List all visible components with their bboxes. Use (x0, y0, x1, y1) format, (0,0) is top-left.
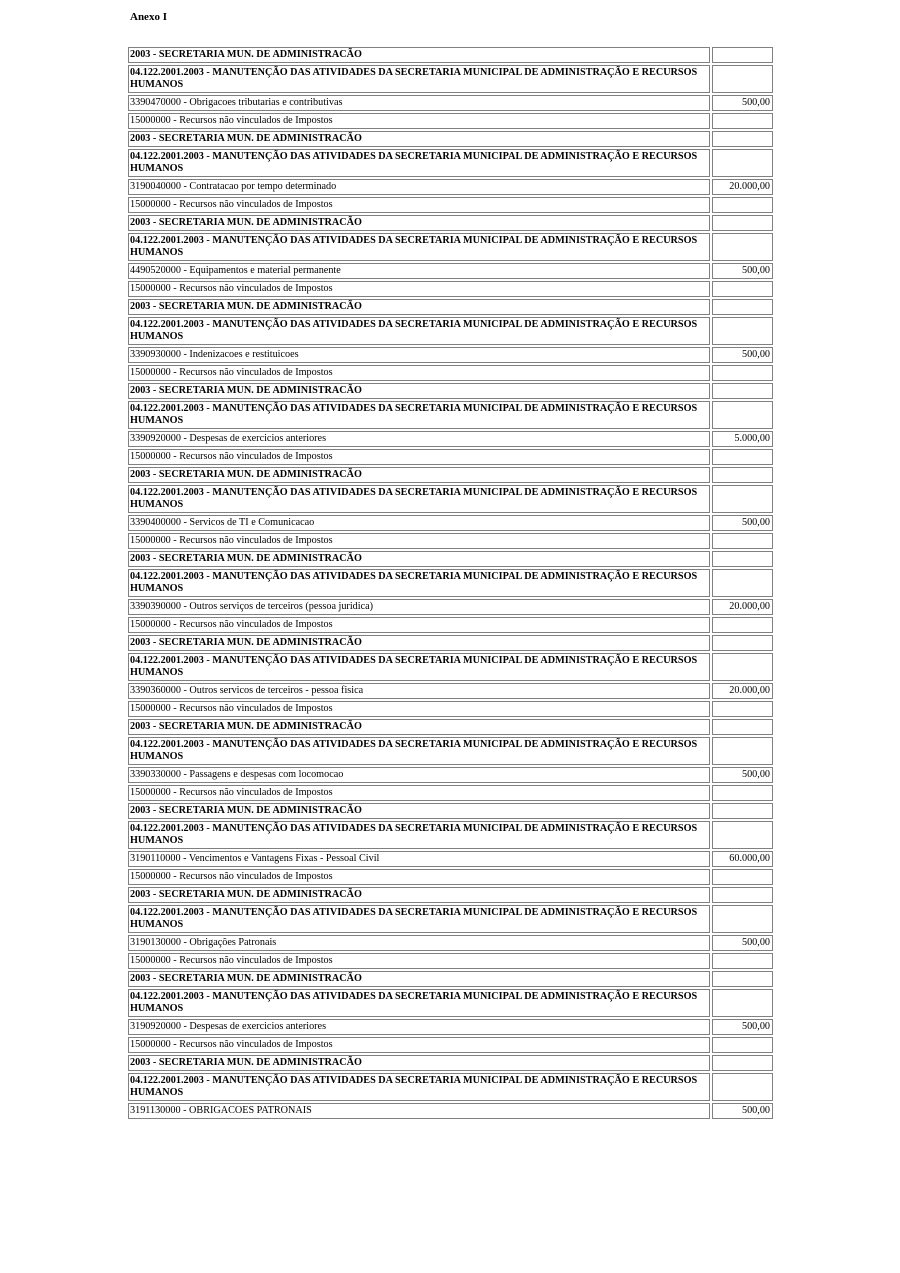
secretaria-row-value (712, 299, 773, 315)
secretaria-row-value (712, 383, 773, 399)
acao-row-value (712, 149, 773, 177)
elemento-row (128, 347, 773, 363)
secretaria-row-value (712, 803, 773, 819)
acao-row-description: 04.122.2001.2003 - MANUTENÇÃO DAS ATIVIDADES DA SECRETARIA MUNICIPAL DE ADMINISTRAÇÃO E RECURSOS HUMANOS (128, 989, 710, 1017)
fonte-row-value (712, 281, 773, 297)
secretaria-row-description: 2003 - SECRETARIA MUN. DE ADMINISTRACÃO (128, 803, 710, 819)
secretaria-row-value (712, 47, 773, 63)
secretaria-row-description: 2003 - SECRETARIA MUN. DE ADMINISTRACÃO (128, 887, 710, 903)
fonte-row-value (712, 617, 773, 633)
fonte-row (128, 113, 773, 129)
secretaria-row-description: 2003 - SECRETARIA MUN. DE ADMINISTRACÃO (128, 467, 710, 483)
elemento-row-description: 3390470000 - Obrigacoes tributarias e contributivas (128, 95, 710, 111)
secretaria-row (128, 131, 773, 147)
secretaria-row-description: 2003 - SECRETARIA MUN. DE ADMINISTRACÃO (128, 551, 710, 567)
elemento-row (128, 767, 773, 783)
secretaria-row (128, 215, 773, 231)
acao-row (128, 1073, 773, 1101)
elemento-row (128, 431, 773, 447)
acao-row-description: 04.122.2001.2003 - MANUTENÇÃO DAS ATIVIDADES DA SECRETARIA MUNICIPAL DE ADMINISTRAÇÃO E RECURSOS HUMANOS (128, 653, 710, 681)
elemento-row-value: 500,00 (712, 515, 773, 531)
elemento-row (128, 515, 773, 531)
fonte-row-description: 15000000 - Recursos não vinculados de Impostos (128, 953, 710, 969)
elemento-row (128, 851, 773, 867)
fonte-row-value (712, 701, 773, 717)
acao-row-value (712, 1073, 773, 1101)
fonte-row-value (712, 113, 773, 129)
acao-row (128, 401, 773, 429)
acao-row (128, 821, 773, 849)
secretaria-row-value (712, 887, 773, 903)
elemento-row-description: 3390390000 - Outros serviços de terceiros (pessoa juridica) (128, 599, 710, 615)
secretaria-row (128, 383, 773, 399)
secretaria-row-description: 2003 - SECRETARIA MUN. DE ADMINISTRACÃO (128, 719, 710, 735)
elemento-row (128, 683, 773, 699)
elemento-row-description: 3390360000 - Outros servicos de terceiros - pessoa fisica (128, 683, 710, 699)
secretaria-row-value (712, 551, 773, 567)
acao-row-description: 04.122.2001.2003 - MANUTENÇÃO DAS ATIVIDADES DA SECRETARIA MUNICIPAL DE ADMINISTRAÇÃO E RECURSOS HUMANOS (128, 149, 710, 177)
elemento-row-description: 3390400000 - Servicos de TI e Comunicacao (128, 515, 710, 531)
fonte-row-description: 15000000 - Recursos não vinculados de Impostos (128, 449, 710, 465)
fonte-row-value (712, 449, 773, 465)
elemento-row-description: 3190130000 - Obrigações Patronais (128, 935, 710, 951)
acao-row-value (712, 653, 773, 681)
fonte-row-description: 15000000 - Recursos não vinculados de Impostos (128, 533, 710, 549)
fonte-row (128, 533, 773, 549)
acao-row-value (712, 569, 773, 597)
fonte-row-value (712, 953, 773, 969)
acao-row-description: 04.122.2001.2003 - MANUTENÇÃO DAS ATIVIDADES DA SECRETARIA MUNICIPAL DE ADMINISTRAÇÃO E RECURSOS HUMANOS (128, 1073, 710, 1101)
acao-row (128, 569, 773, 597)
secretaria-row-value (712, 131, 773, 147)
elemento-row (128, 179, 773, 195)
elemento-row-description: 3190040000 - Contratacao por tempo determinado (128, 179, 710, 195)
secretaria-row (128, 1055, 773, 1071)
acao-row (128, 485, 773, 513)
elemento-row-value: 500,00 (712, 1103, 773, 1119)
secretaria-row-description: 2003 - SECRETARIA MUN. DE ADMINISTRACÃO (128, 131, 710, 147)
acao-row-description: 04.122.2001.2003 - MANUTENÇÃO DAS ATIVIDADES DA SECRETARIA MUNICIPAL DE ADMINISTRAÇÃO E RECURSOS HUMANOS (128, 401, 710, 429)
fonte-row-value (712, 365, 773, 381)
elemento-row-value: 500,00 (712, 263, 773, 279)
acao-row-value (712, 821, 773, 849)
acao-row-value (712, 401, 773, 429)
fonte-row-value (712, 869, 773, 885)
secretaria-row (128, 467, 773, 483)
elemento-row (128, 599, 773, 615)
elemento-row (128, 1019, 773, 1035)
acao-row (128, 65, 773, 93)
elemento-row-description: 3390330000 - Passagens e despesas com locomocao (128, 767, 710, 783)
elemento-row-value: 500,00 (712, 767, 773, 783)
acao-row-value (712, 485, 773, 513)
acao-row (128, 737, 773, 765)
fonte-row-value (712, 1037, 773, 1053)
secretaria-row (128, 887, 773, 903)
acao-row-value (712, 989, 773, 1017)
fonte-row-description: 15000000 - Recursos não vinculados de Impostos (128, 197, 710, 213)
acao-row-description: 04.122.2001.2003 - MANUTENÇÃO DAS ATIVIDADES DA SECRETARIA MUNICIPAL DE ADMINISTRAÇÃO E RECURSOS HUMANOS (128, 317, 710, 345)
acao-row-value (712, 905, 773, 933)
elemento-row-description: 3190920000 - Despesas de exercicios anteriores (128, 1019, 710, 1035)
acao-row-description: 04.122.2001.2003 - MANUTENÇÃO DAS ATIVIDADES DA SECRETARIA MUNICIPAL DE ADMINISTRAÇÃO E RECURSOS HUMANOS (128, 569, 710, 597)
acao-row-description: 04.122.2001.2003 - MANUTENÇÃO DAS ATIVIDADES DA SECRETARIA MUNICIPAL DE ADMINISTRAÇÃO E RECURSOS HUMANOS (128, 821, 710, 849)
elemento-row-description: 3190110000 - Vencimentos e Vantagens Fixas - Pessoal Civil (128, 851, 710, 867)
fonte-row-value (712, 533, 773, 549)
secretaria-row (128, 299, 773, 315)
fonte-row-description: 15000000 - Recursos não vinculados de Impostos (128, 701, 710, 717)
fonte-row-description: 15000000 - Recursos não vinculados de Impostos (128, 281, 710, 297)
acao-row-description: 04.122.2001.2003 - MANUTENÇÃO DAS ATIVIDADES DA SECRETARIA MUNICIPAL DE ADMINISTRAÇÃO E RECURSOS HUMANOS (128, 485, 710, 513)
acao-row (128, 653, 773, 681)
secretaria-row-value (712, 719, 773, 735)
acao-row-description: 04.122.2001.2003 - MANUTENÇÃO DAS ATIVIDADES DA SECRETARIA MUNICIPAL DE ADMINISTRAÇÃO E RECURSOS HUMANOS (128, 905, 710, 933)
acao-row (128, 905, 773, 933)
secretaria-row-description: 2003 - SECRETARIA MUN. DE ADMINISTRACÃO (128, 215, 710, 231)
secretaria-row (128, 719, 773, 735)
acao-row-value (712, 737, 773, 765)
secretaria-row-value (712, 467, 773, 483)
secretaria-row-description: 2003 - SECRETARIA MUN. DE ADMINISTRACÃO (128, 299, 710, 315)
elemento-row-value: 500,00 (712, 1019, 773, 1035)
elemento-row-value: 500,00 (712, 95, 773, 111)
fonte-row-description: 15000000 - Recursos não vinculados de Impostos (128, 785, 710, 801)
secretaria-row (128, 551, 773, 567)
fonte-row-description: 15000000 - Recursos não vinculados de Impostos (128, 1037, 710, 1053)
elemento-row-value: 20.000,00 (712, 179, 773, 195)
secretaria-row-value (712, 971, 773, 987)
fonte-row (128, 449, 773, 465)
acao-row (128, 149, 773, 177)
elemento-row-description: 4490520000 - Equipamentos e material permanente (128, 263, 710, 279)
elemento-row-value: 20.000,00 (712, 599, 773, 615)
elemento-row-value: 60.000,00 (712, 851, 773, 867)
elemento-row-description: 3390930000 - Indenizacoes e restituicoes (128, 347, 710, 363)
fonte-row (128, 701, 773, 717)
secretaria-row (128, 971, 773, 987)
elemento-row (128, 263, 773, 279)
secretaria-row-description: 2003 - SECRETARIA MUN. DE ADMINISTRACÃO (128, 47, 710, 63)
elemento-row-description: 3390920000 - Despesas de exercicios anteriores (128, 431, 710, 447)
fonte-row (128, 617, 773, 633)
fonte-row (128, 197, 773, 213)
secretaria-row-value (712, 635, 773, 651)
fonte-row (128, 953, 773, 969)
secretaria-row-description: 2003 - SECRETARIA MUN. DE ADMINISTRACÃO (128, 1055, 710, 1071)
acao-row (128, 233, 773, 261)
elemento-row (128, 95, 773, 111)
acao-row-value (712, 65, 773, 93)
secretaria-row (128, 803, 773, 819)
elemento-row-value: 5.000,00 (712, 431, 773, 447)
fonte-row (128, 785, 773, 801)
fonte-row-description: 15000000 - Recursos não vinculados de Impostos (128, 617, 710, 633)
secretaria-row (128, 47, 773, 63)
acao-row (128, 989, 773, 1017)
fonte-row (128, 365, 773, 381)
acao-row-value (712, 233, 773, 261)
fonte-row-description: 15000000 - Recursos não vinculados de Impostos (128, 869, 710, 885)
fonte-row-value (712, 197, 773, 213)
budget-table (126, 45, 775, 1121)
secretaria-row-description: 2003 - SECRETARIA MUN. DE ADMINISTRACÃO (128, 383, 710, 399)
fonte-row (128, 1037, 773, 1053)
fonte-row-description: 15000000 - Recursos não vinculados de Impostos (128, 365, 710, 381)
acao-row-description: 04.122.2001.2003 - MANUTENÇÃO DAS ATIVIDADES DA SECRETARIA MUNICIPAL DE ADMINISTRAÇÃO E RECURSOS HUMANOS (128, 737, 710, 765)
budget-table-body (128, 47, 773, 1119)
elemento-row-value: 20.000,00 (712, 683, 773, 699)
elemento-row-value: 500,00 (712, 347, 773, 363)
secretaria-row-description: 2003 - SECRETARIA MUN. DE ADMINISTRACÃO (128, 635, 710, 651)
secretaria-row-description: 2003 - SECRETARIA MUN. DE ADMINISTRACÃO (128, 971, 710, 987)
elemento-row (128, 1103, 773, 1119)
elemento-row (128, 935, 773, 951)
fonte-row (128, 281, 773, 297)
acao-row-description: 04.122.2001.2003 - MANUTENÇÃO DAS ATIVIDADES DA SECRETARIA MUNICIPAL DE ADMINISTRAÇÃO E RECURSOS HUMANOS (128, 233, 710, 261)
fonte-row-value (712, 785, 773, 801)
acao-row-description: 04.122.2001.2003 - MANUTENÇÃO DAS ATIVIDADES DA SECRETARIA MUNICIPAL DE ADMINISTRAÇÃO E RECURSOS HUMANOS (128, 65, 710, 93)
elemento-row-description: 3191130000 - OBRIGACOES PATRONAIS (128, 1103, 710, 1119)
acao-row (128, 317, 773, 345)
document-title: Anexo I (130, 11, 167, 23)
fonte-row (128, 869, 773, 885)
secretaria-row-value (712, 215, 773, 231)
secretaria-row-value (712, 1055, 773, 1071)
elemento-row-value: 500,00 (712, 935, 773, 951)
secretaria-row (128, 635, 773, 651)
fonte-row-description: 15000000 - Recursos não vinculados de Impostos (128, 113, 710, 129)
acao-row-value (712, 317, 773, 345)
